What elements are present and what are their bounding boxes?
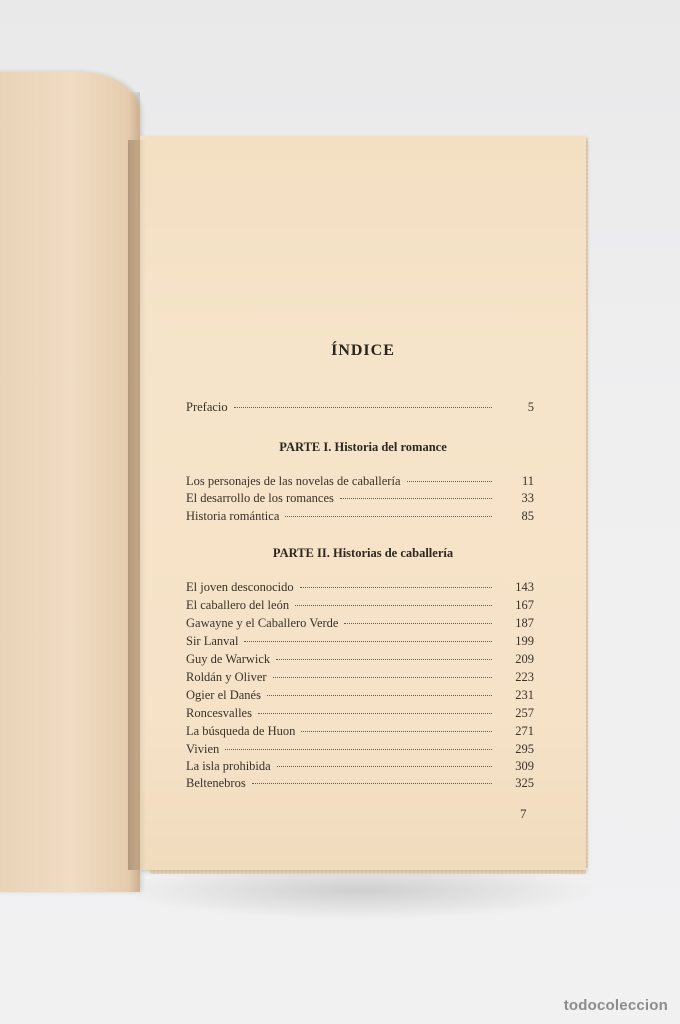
- toc-entry-label: El joven desconocido: [186, 580, 294, 594]
- toc-entry-page: 309: [515, 759, 534, 773]
- toc-entry-page: 33: [521, 491, 534, 505]
- toc-entry-page: 271: [515, 724, 534, 738]
- toc-entry: [186, 724, 534, 742]
- toc-entry: [186, 580, 534, 598]
- toc-entry: [186, 634, 534, 652]
- toc-entry-label: Roldán y Oliver: [186, 670, 267, 684]
- toc-entry-page: 231: [515, 688, 534, 702]
- toc-entry-page: 85: [521, 509, 534, 523]
- toc-entry-label: Los personajes de las novelas de caballería: [186, 474, 401, 488]
- toc-entry-page: 257: [515, 706, 534, 720]
- dot-leader: [273, 677, 492, 678]
- toc-entry-label: El caballero del león: [186, 598, 290, 612]
- right-page: [140, 136, 586, 870]
- toc-entry-page: 167: [515, 598, 534, 612]
- toc-entry: [186, 474, 534, 492]
- toc-entry-page: 11: [521, 474, 534, 488]
- toc-entry-label: Historia romántica: [186, 509, 280, 523]
- dot-leader: [234, 407, 492, 408]
- toc-entry: [186, 759, 534, 777]
- toc-entry-page: 325: [515, 776, 534, 790]
- toc-entry: [186, 598, 534, 616]
- toc-entry-page: 209: [515, 652, 534, 666]
- toc-entry-label: La isla prohibida: [186, 759, 271, 773]
- toc-entry-label: Ogier el Danés: [186, 688, 261, 702]
- dot-leader: [276, 659, 492, 660]
- dot-leader: [340, 498, 492, 499]
- dot-leader: [258, 713, 492, 714]
- dot-leader: [252, 783, 492, 784]
- toc-entry-page: 5: [527, 400, 534, 414]
- book-gutter: [128, 140, 146, 870]
- toc-entry: [186, 706, 534, 724]
- part-heading-1: PARTE I. Historia del romance: [279, 440, 447, 454]
- toc-entry: [186, 688, 534, 706]
- toc-entry: [186, 742, 534, 760]
- page-title: ÍNDICE: [331, 342, 395, 359]
- toc-entry: [186, 509, 534, 527]
- dot-leader: [407, 481, 493, 482]
- toc-entry-preface: [186, 400, 534, 418]
- dot-leader: [285, 516, 492, 517]
- toc-entry: [186, 491, 534, 509]
- dot-leader: [244, 641, 492, 642]
- dot-leader: [225, 749, 492, 750]
- toc-entry-page: 187: [515, 616, 534, 630]
- toc-entry-page: 223: [515, 670, 534, 684]
- toc-entry-label: La búsqueda de Huon: [186, 724, 296, 738]
- toc-entry-label: Sir Lanval: [186, 634, 239, 648]
- toc-entry: [186, 616, 534, 634]
- toc-entry-label: Guy de Warwick: [186, 652, 271, 666]
- part-heading-2: PARTE II. Historias de caballería: [272, 546, 454, 560]
- toc-entry-page: 143: [515, 580, 534, 594]
- toc-entry: [186, 670, 534, 688]
- dot-leader: [300, 587, 492, 588]
- dot-leader: [267, 695, 492, 696]
- toc-entry-label: Prefacio: [186, 400, 228, 414]
- toc-entry-page: 295: [515, 742, 534, 756]
- dot-leader: [277, 766, 492, 767]
- toc-entry-label: Roncesvalles: [186, 706, 252, 720]
- toc-entry-label: El desarrollo de los romances: [186, 491, 334, 505]
- dot-leader: [295, 605, 492, 606]
- page-number: 7: [520, 806, 527, 821]
- toc-entry-label: Gawayne y el Caballero Verde: [186, 616, 339, 630]
- toc-entry: [186, 652, 534, 670]
- watermark-text: todocoleccion: [563, 997, 668, 1014]
- dot-leader: [301, 731, 492, 732]
- toc-entry: [186, 776, 534, 794]
- toc-entry-page: 199: [515, 634, 534, 648]
- dot-leader: [344, 623, 492, 624]
- left-page: [0, 72, 140, 892]
- toc-entry-label: Beltenebros: [186, 776, 246, 790]
- toc-entry-label: Vivien: [186, 742, 220, 756]
